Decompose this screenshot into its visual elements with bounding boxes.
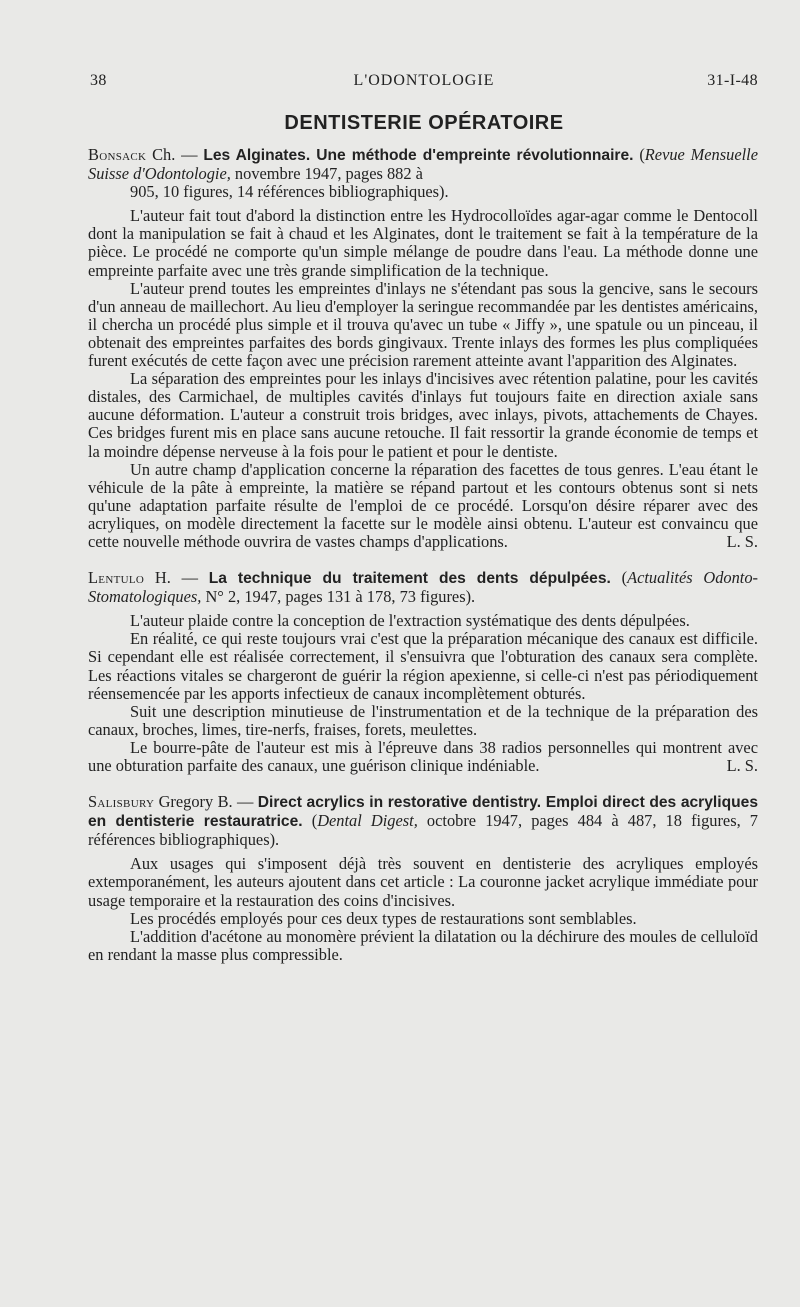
article-reference	[88, 146, 758, 201]
reviewer-signature: L. S.	[726, 756, 758, 775]
article-review	[88, 569, 758, 775]
article-reference	[88, 569, 758, 606]
author-name: Lentulo	[88, 568, 145, 588]
paragraph-last	[88, 461, 758, 551]
journal-name: L'ODONTOLOGIE	[353, 72, 495, 89]
source-journal: Actualités Odonto-Stomatologiques,	[88, 568, 758, 607]
separator-dash: —	[181, 145, 204, 164]
paragraph: L'auteur prend toutes les empreintes d'inlays ne s'étendant pas sous la gencive, sans le secours d'un anneau de maillechort. Au lieu d'employer la seringue recommandée par les dentistes américains, il chercha un procédé plus simple et il trouva qu'avec un tube « Jiffy », une spatule ou un pinceau, il obtenait des empreintes parfaites des bords gingivaux. Trente inlays des formes les plus compliquées furent exécutés de cette façon avec une précision rarement atteinte avant l'apparition des Alginates.	[88, 278, 758, 371]
source-details-continued: 905, 10 figures, 14 références bibliographiques).	[130, 182, 449, 202]
article-title: La technique du traitement des dents dépulpées.	[208, 570, 611, 588]
paragraph: L'auteur fait tout d'abord la distinction entre les Hydrocolloïdes agar-agar comme le Dentocoll dont la manipulation se fait à chaud et les Alginates, dont le traitement se fait à la température de la pièce. Le procédé ne comporte qu'un simple mélange de poudre dans l'eau. La méthode donne une empreinte parfaite avec une très grande simplification de la technique.	[88, 206, 758, 280]
paragraph: Suit une description minutieuse de l'instrumentation et de la technique de la préparation des canaux, broches, limes, tire-nerfs, fraises, forets, meulettes.	[88, 701, 758, 739]
source-details: octobre 1947, pages 484 à 487, 18 figures, 7 références bibliographiques).	[88, 811, 758, 850]
author-name: Bonsack	[88, 145, 147, 164]
author-given-name: Ch.	[146, 145, 182, 164]
source-open: (	[302, 811, 318, 831]
article-review	[88, 146, 758, 551]
page-number: 38	[90, 72, 107, 89]
paragraph: La séparation des empreintes pour les inlays d'incisives avec rétention palatine, pour les cavités distales, des Carmichael, de multiples cavités d'inlays fut toujours faite en direction axiale sans aucune déformation. L'auteur a construit trois bridges, avec inlays, pivots, attachements de Chayes. Ces bridges furent mis en place sans aucune retouche. Il fait ressortir la grande économie de temps et la moindre dépense nerveuse à la fois pour le patient et pour le dentiste.	[88, 369, 758, 461]
paragraph: Les procédés employés pour ces deux types de restaurations sont semblables.	[130, 908, 637, 928]
article-body	[88, 146, 758, 964]
source-details: novembre 1947, pages 882 à	[230, 164, 423, 184]
separator-dash: —	[181, 568, 209, 588]
source-open: (	[610, 568, 628, 588]
paragraph: Aux usages qui s'imposent déjà très souvent en dentisterie des acryliques employés extemporanément, les auteurs ajoutent dans cet article : La couronne jacket acrylique immédiate pour usage temporaire et la restauration des coins d'incisives.	[88, 854, 758, 910]
reviewer-signature: L. S.	[726, 531, 758, 551]
source-journal: Revue Mensuelle Suisse d'Odontologie,	[88, 145, 758, 184]
source-journal: Dental Digest,	[317, 811, 418, 831]
separator-dash: —	[236, 792, 258, 812]
paragraph: En réalité, ce qui reste toujours vrai c'est que la préparation mécanique des canaux est difficile. Si cependant elle est réalisée correctement, il s'ensuivra que l'obturation des canaux sera complète. Les réactions vitales se chargeront de guérir la région apexienne, si celle-ci n'est pas périodiquement réensemencée par les apports infectieux de canaux incomplètement obturés.	[88, 629, 758, 703]
paragraph: L'addition d'acétone au monomère prévient la dilatation ou la déchirure des moules de celluloïd en rendant la masse plus compressible.	[88, 926, 758, 964]
paragraph-text: Le bourre-pâte de l'auteur est mis à l'épreuve dans 38 radios personnelles qui montrent avec une obturation parfaite des canaux, une guérison clinique indéniable.	[88, 737, 758, 775]
issue-date: 31-I-48	[707, 72, 758, 89]
paragraph-last	[88, 739, 758, 775]
article-review	[88, 793, 758, 964]
article-title: Les Alginates. Une méthode d'empreinte révolutionnaire.	[203, 147, 634, 164]
author-given-name: H.	[144, 568, 182, 588]
section-title: DENTISTERIE OPÉRATOIRE	[284, 112, 564, 134]
running-header	[90, 72, 758, 94]
author-given-name: Gregory B.	[154, 792, 237, 812]
paragraph-text: Un autre champ d'application concerne la réparation des facettes de tous genres. L'eau étant le véhicule de la pâte à empreinte, la matière se répand partout et les contours obtenus sont si nets qu'une adaptation parfaite résulte de l'emploi de ce procédé. Lorsqu'on désire réparer avec des acryliques, on modèle directement la facette sur le modèle ainsi obtenu. L'auteur est convaincu que cette nouvelle méthode ouvrira de vastes champs d'applications.	[88, 459, 758, 551]
source-details: N° 2, 1947, pages 131 à 178, 73 figures).	[201, 587, 476, 607]
paragraph: L'auteur plaide contre la conception de l'extraction systématique des dents dépulpées.	[130, 611, 690, 631]
source-open: (	[633, 145, 645, 164]
article-reference	[88, 793, 758, 849]
article-title: Direct acrylics in restorative dentistry. Emploi direct des acryliques en dentisterie restauratrice.	[88, 794, 758, 831]
author-name: Salisbury	[88, 792, 155, 812]
